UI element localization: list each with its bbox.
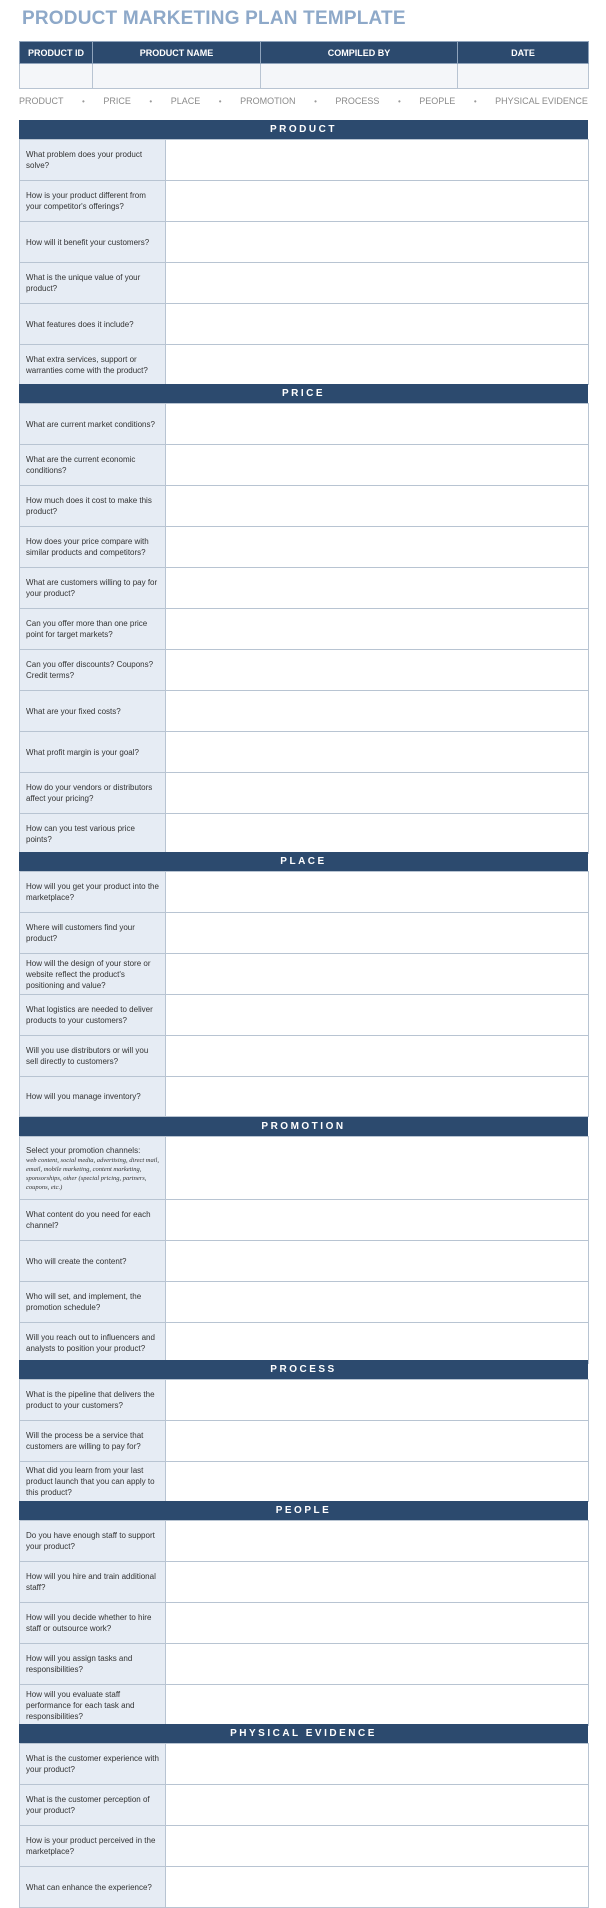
question-text: How will you manage inventory? — [26, 1092, 141, 1101]
question-label — [20, 814, 166, 854]
question-text: What logistics are needed to deliver products to your customers? — [26, 1005, 153, 1025]
category-place: PLACE — [170, 96, 201, 106]
question-row — [20, 1421, 589, 1462]
answer-field[interactable] — [166, 609, 589, 650]
question-row — [20, 263, 589, 304]
question-text: How will you assign tasks and responsibilities? — [26, 1654, 133, 1674]
answer-field[interactable] — [166, 1282, 589, 1323]
question-row — [20, 1036, 589, 1077]
header-product-name: PRODUCT NAME — [93, 42, 261, 64]
section-header-promotion: PROMOTION — [19, 1117, 588, 1136]
question-label — [20, 1200, 166, 1241]
question-label — [20, 1282, 166, 1323]
answer-field[interactable] — [166, 995, 589, 1036]
category-promotion: PROMOTION — [240, 96, 296, 106]
answer-field[interactable] — [166, 445, 589, 486]
header-product-id: PRODUCT ID — [20, 42, 93, 64]
question-label — [20, 913, 166, 954]
question-text: Will the process be a service that customers are willing to pay for? — [26, 1431, 144, 1451]
question-label — [20, 1521, 166, 1562]
question-row — [20, 304, 589, 345]
question-row — [20, 872, 589, 913]
question-text: Can you offer discounts? Coupons? Credit terms? — [26, 660, 154, 680]
question-text: What can enhance the experience? — [26, 1882, 152, 1892]
question-text: How does your price compare with similar products and competitors? — [26, 537, 149, 557]
question-label — [20, 345, 166, 385]
question-label — [20, 1077, 166, 1117]
category-process: PROCESS — [335, 96, 380, 106]
question-text: What content do you need for each channel? — [26, 1210, 151, 1230]
question-label — [20, 140, 166, 181]
question-row — [20, 650, 589, 691]
answer-field[interactable] — [166, 140, 589, 181]
question-label — [20, 181, 166, 222]
answer-field[interactable] — [166, 1137, 589, 1200]
question-text: How much does it cost to make this product? — [26, 496, 152, 516]
question-text: What is the customer experience with your product? — [26, 1754, 159, 1774]
question-row — [20, 954, 589, 995]
question-label — [20, 1323, 166, 1364]
answer-field[interactable] — [166, 691, 589, 732]
section-table-place — [19, 871, 589, 1117]
question-label — [20, 1744, 166, 1785]
answer-field[interactable] — [166, 1644, 589, 1685]
question-row — [20, 140, 589, 181]
question-row — [20, 773, 589, 814]
question-row — [20, 486, 589, 527]
category-separator: • — [314, 96, 317, 106]
question-row — [20, 732, 589, 773]
header-compiled-by: COMPILED BY — [261, 42, 458, 64]
question-text: What problem does your product solve? — [26, 150, 143, 170]
question-row — [20, 181, 589, 222]
question-label — [20, 1867, 166, 1908]
answer-field[interactable] — [166, 814, 589, 854]
answer-field[interactable] — [166, 568, 589, 609]
answer-field[interactable] — [166, 1785, 589, 1826]
question-text: How will it benefit your customers? — [26, 237, 150, 247]
question-row — [20, 1323, 589, 1364]
question-text: How is your product different from your competitor's offerings? — [26, 191, 146, 211]
question-text: How do your vendors or distributors affect your pricing? — [26, 783, 153, 803]
question-text: What is the pipeline that delivers the product to your customers? — [26, 1390, 155, 1410]
question-label — [20, 486, 166, 527]
question-label — [20, 222, 166, 263]
question-label — [20, 1826, 166, 1867]
question-text: Do you have enough staff to support your product? — [26, 1531, 155, 1551]
question-label — [20, 1785, 166, 1826]
question-row — [20, 814, 589, 854]
compiled-by-field[interactable] — [261, 64, 458, 89]
answer-field[interactable] — [166, 913, 589, 954]
section-header-process: PROCESS — [19, 1360, 588, 1379]
answer-field[interactable] — [166, 1462, 589, 1502]
answer-field[interactable] — [166, 954, 589, 995]
question-label — [20, 445, 166, 486]
answer-field[interactable] — [166, 732, 589, 773]
question-text: What features does it include? — [26, 319, 134, 329]
section-table-physical-evidence — [19, 1743, 589, 1908]
answer-field[interactable] — [166, 1200, 589, 1241]
section-table-process — [19, 1379, 589, 1502]
question-label — [20, 1380, 166, 1421]
category-price: PRICE — [103, 96, 131, 106]
question-label — [20, 1241, 166, 1282]
answer-field[interactable] — [166, 486, 589, 527]
question-text: What is the customer perception of your product? — [26, 1795, 150, 1815]
answer-field[interactable] — [166, 1380, 589, 1421]
question-row — [20, 568, 589, 609]
question-row — [20, 527, 589, 568]
question-text: What did you learn from your last product launch that you can apply to this product? — [26, 1466, 155, 1497]
category-people: PEOPLE — [419, 96, 456, 106]
question-label — [20, 872, 166, 913]
question-text: What profit margin is your goal? — [26, 747, 139, 757]
question-row — [20, 1241, 589, 1282]
question-text: How will you hire and train additional staff? — [26, 1572, 156, 1592]
question-label — [20, 404, 166, 445]
question-label — [20, 732, 166, 773]
answer-field[interactable] — [166, 527, 589, 568]
question-label — [20, 1137, 166, 1200]
question-row — [20, 1200, 589, 1241]
section-header-place: PLACE — [19, 852, 588, 871]
question-text: Select your promotion channels: — [26, 1145, 141, 1155]
category-separator: • — [149, 96, 153, 106]
answer-field[interactable] — [166, 1562, 589, 1603]
answer-field[interactable] — [166, 1521, 589, 1562]
category-separator: • — [82, 96, 85, 106]
date-field[interactable] — [458, 64, 589, 89]
section-header-people: PEOPLE — [19, 1501, 588, 1520]
section-header-product: PRODUCT — [19, 120, 588, 139]
question-row — [20, 222, 589, 263]
question-row — [20, 913, 589, 954]
answer-field[interactable] — [166, 1685, 589, 1726]
section-header-physical-evidence: PHYSICAL EVIDENCE — [19, 1724, 588, 1743]
question-text: Who will create the content? — [26, 1256, 127, 1266]
question-label — [20, 1462, 166, 1502]
question-text: What is the unique value of your product? — [26, 273, 141, 293]
question-row — [20, 1077, 589, 1117]
question-text: What extra services, support or warranties come with the product? — [26, 354, 148, 375]
answer-field[interactable] — [166, 1744, 589, 1785]
answer-field[interactable] — [166, 345, 589, 385]
question-label — [20, 263, 166, 304]
answer-field[interactable] — [166, 1036, 589, 1077]
section-table-promotion — [19, 1136, 589, 1364]
section-table-product — [19, 139, 589, 385]
question-label — [20, 1685, 166, 1726]
category-separator: • — [397, 96, 401, 106]
question-row — [20, 1785, 589, 1826]
answer-field[interactable] — [166, 1077, 589, 1117]
question-text: How can you test various price points? — [26, 823, 135, 844]
question-row — [20, 1462, 589, 1502]
answer-field[interactable] — [166, 404, 589, 445]
question-label — [20, 568, 166, 609]
category-separator: • — [218, 96, 222, 106]
answer-field[interactable] — [166, 1867, 589, 1908]
answer-field[interactable] — [166, 773, 589, 814]
question-text: Will you reach out to influencers and analysts to position your product? — [26, 1333, 155, 1353]
question-label — [20, 954, 166, 995]
question-row — [20, 345, 589, 385]
answer-field[interactable] — [166, 1241, 589, 1282]
question-text: How will the design of your store or website reflect the product's positioning and value? — [26, 958, 151, 990]
question-label — [20, 1644, 166, 1685]
question-text: How will you evaluate staff performance for each task and responsibilities? — [26, 1689, 135, 1721]
answer-field[interactable] — [166, 1603, 589, 1644]
question-label — [20, 1421, 166, 1462]
question-label — [20, 1562, 166, 1603]
question-row — [20, 1137, 589, 1200]
question-row — [20, 445, 589, 486]
page-title: PRODUCT MARKETING PLAN TEMPLATE — [22, 8, 406, 29]
question-row — [20, 1744, 589, 1785]
question-row — [20, 1521, 589, 1562]
question-label — [20, 1036, 166, 1077]
answer-field[interactable] — [166, 304, 589, 345]
question-label — [20, 691, 166, 732]
question-row — [20, 1826, 589, 1867]
question-row — [20, 1603, 589, 1644]
header-table — [19, 41, 589, 89]
answer-field[interactable] — [166, 263, 589, 304]
question-text: How will you get your product into the marketplace? — [26, 882, 159, 902]
answer-field[interactable] — [166, 872, 589, 913]
question-row — [20, 1867, 589, 1908]
question-row — [20, 404, 589, 445]
question-label — [20, 304, 166, 345]
question-text: How will you decide whether to hire staff or outsource work? — [26, 1613, 152, 1633]
question-text: Will you use distributors or will you sell directly to customers? — [26, 1046, 149, 1066]
question-text: Who will set, and implement, the promotion schedule? — [26, 1292, 142, 1312]
question-row — [20, 1380, 589, 1421]
answer-field[interactable] — [166, 650, 589, 691]
answer-field[interactable] — [166, 1323, 589, 1364]
question-row — [20, 1282, 589, 1323]
question-row — [20, 1562, 589, 1603]
question-label — [20, 527, 166, 568]
header-date: DATE — [458, 42, 589, 64]
question-label — [20, 773, 166, 814]
question-text: Where will customers find your product? — [26, 923, 135, 943]
question-text: What are customers willing to pay for your product? — [26, 578, 158, 598]
section-header-price: PRICE — [19, 384, 588, 403]
section-table-people — [19, 1520, 589, 1726]
product-name-field[interactable] — [93, 64, 261, 89]
question-label — [20, 609, 166, 650]
category-separator: • — [473, 96, 477, 106]
section-table-price — [19, 403, 589, 854]
question-row — [20, 1685, 589, 1726]
product-id-field[interactable] — [20, 64, 93, 89]
category-product: PRODUCT — [19, 96, 64, 106]
question-text: What are the current economic conditions? — [26, 455, 136, 475]
question-row — [20, 995, 589, 1036]
question-label — [20, 995, 166, 1036]
question-text: What are your fixed costs? — [26, 706, 121, 716]
answer-field[interactable] — [166, 181, 589, 222]
answer-field[interactable] — [166, 222, 589, 263]
promotion-channels-note: web content, social media, advertising, direct mail, email, mobile marketing, content marketing, sponsorships, other (special pricing, partners, coupons, etc.) — [26, 1156, 159, 1191]
question-row — [20, 691, 589, 732]
question-label — [20, 1603, 166, 1644]
question-text: How is your product perceived in the marketplace? — [26, 1836, 156, 1856]
question-row — [20, 1644, 589, 1685]
question-row — [20, 609, 589, 650]
question-text: Can you offer more than one price point for target markets? — [26, 619, 148, 639]
question-text: What are current market conditions? — [26, 419, 155, 429]
category-physical-evidence: PHYSICAL EVIDENCE — [495, 96, 588, 106]
category-list — [19, 96, 588, 106]
answer-field[interactable] — [166, 1826, 589, 1867]
answer-field[interactable] — [166, 1421, 589, 1462]
question-label — [20, 650, 166, 691]
